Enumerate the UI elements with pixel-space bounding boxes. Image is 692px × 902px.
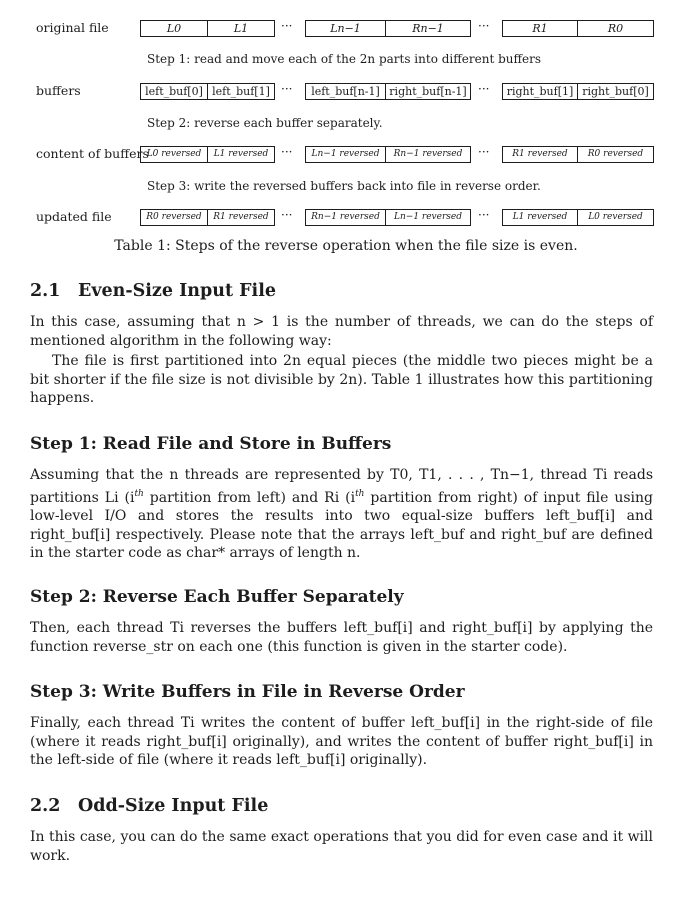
cell-buffer-1: left_buf[1] [207,83,275,100]
ellipsis: ··· [478,145,490,159]
ellipsis: ··· [281,145,293,159]
cell-buffer-4: right_buf[1] [502,83,578,100]
cell-buffer-3: right_buf[n-1] [385,83,471,100]
cell-updated-1: R1 reversed [207,209,275,226]
step-2-heading: Step 2: Reverse Each Buffer Separately [30,587,404,607]
cell-updated-5: L0 reversed [577,209,654,226]
ellipsis: ··· [478,19,490,33]
section-title: Even-Size Input File [78,281,276,301]
cell-content-2: Ln−1 reversed [305,146,386,163]
cell-original-1: L1 [207,20,275,37]
cell-original-2: Ln−1 [305,20,386,37]
step-1-heading: Step 1: Read File and Store in Buffers [30,434,392,454]
step-1-text-b: partition from left) and Ri (i [143,489,356,506]
section-2-1-partition-paragraph: The file is first partitioned into 2n equal pieces (the middle two pieces might be a bit shorter if the file size is not divisible by 2n). Table 1 illustrates how this partitioning happens. [30,353,653,406]
cell-original-4: R1 [502,20,578,37]
cell-updated-3: Ln−1 reversed [385,209,471,226]
section-2-1-heading [30,281,276,301]
section-number: 2.2 [30,796,61,816]
cell-buffer-0: left_buf[0] [140,83,208,100]
step-1-text-a: Assuming that the n threads are represented by T0, T1, . . . , Tn−1, thread Ti reads partitions Li (i [30,467,653,506]
step-1-caption: Step 1: read and move each of the 2n parts into different buffers [147,52,542,66]
cell-content-5: R0 reversed [577,146,654,163]
step-3-paragraph: Finally, each thread Ti writes the content of buffer left_buf[i] in the right-side of file (where it reads right_buf[i] originally), and writes the content of buffer right_buf[i] in the left-side of file (where it reads left_buf[i] originally). [30,715,653,768]
ellipsis: ··· [281,19,293,33]
row-label-content-of-buffers: content of buffers [36,146,149,161]
row-label-buffers: buffers [36,83,81,98]
step-2-caption: Step 2: reverse each buffer separately. [147,116,383,130]
cell-content-3: Rn−1 reversed [385,146,471,163]
step-2-paragraph: Then, each thread Ti reverses the buffers left_buf[i] and right_buf[i] by applying the function reverse_str on each one (this function is given in the starter code). [30,620,653,655]
cell-updated-4: L1 reversed [502,209,578,226]
step-3-heading: Step 3: Write Buffers in File in Reverse Order [30,682,465,702]
superscript-th: th [134,488,144,499]
ellipsis: ··· [478,208,490,222]
ellipsis: ··· [281,82,293,96]
step-3-caption: Step 3: write the reversed buffers back into file in reverse order. [147,179,541,193]
cell-original-5: R0 [577,20,654,37]
cell-buffer-2: left_buf[n-1] [305,83,386,100]
row-label-updated-file: updated file [36,209,112,224]
section-2-2-heading [30,796,268,816]
step-1-text-c: partition from right) of input file using low-level I/O and stores the results into two equal-size buffers left_buf[i] and right_buf[i] respectively. Please note that the arrays left_buf and right_buf are defined in the starter code as char* arrays of length n. [30,489,654,561]
section-number: 2.1 [30,281,61,301]
superscript-th: th [355,488,365,499]
row-label-original-file: original file [36,20,109,35]
ellipsis: ··· [478,82,490,96]
section-2-2-paragraph: In this case, you can do the same exact operations that you did for even case and it will work. [30,829,653,864]
table-caption: Table 1: Steps of the reverse operation when the file size is even. [114,238,578,254]
section-2-1-intro: In this case, assuming that n > 1 is the number of threads, we can do the steps of mentioned algorithm in the following way: [30,314,653,349]
cell-updated-0: R0 reversed [140,209,208,226]
step-1-paragraph [30,466,653,563]
cell-original-0: L0 [140,20,208,37]
cell-updated-2: Rn−1 reversed [305,209,386,226]
cell-buffer-5: right_buf[0] [577,83,654,100]
cell-original-3: Rn−1 [385,20,471,37]
section-title: Odd-Size Input File [78,796,269,816]
cell-content-1: L1 reversed [207,146,275,163]
cell-content-4: R1 reversed [502,146,578,163]
ellipsis: ··· [281,208,293,222]
cell-content-0: L0 reversed [140,146,208,163]
